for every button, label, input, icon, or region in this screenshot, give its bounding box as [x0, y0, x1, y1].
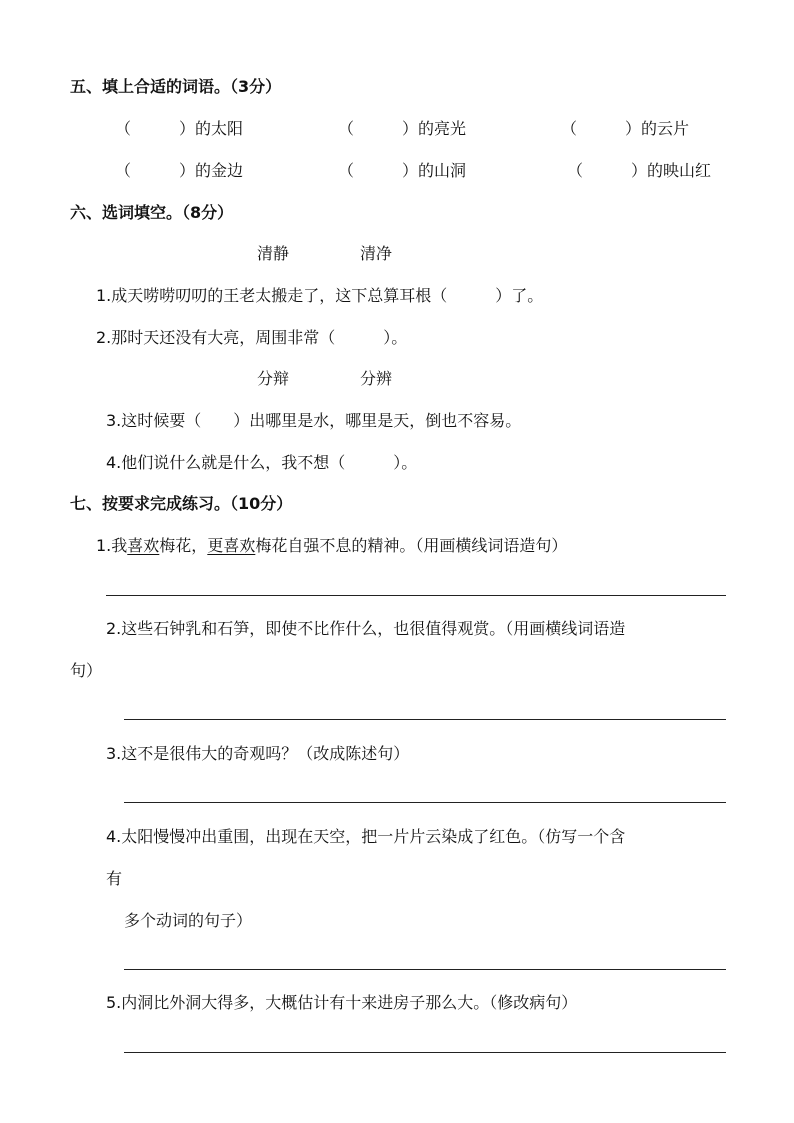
- question-7-2-continued: 句）: [70, 661, 103, 680]
- question-6-1: 1.成天唠唠叨叨的王老太搬走了，这下总算耳根（ ）了。: [96, 286, 544, 305]
- question-text: 梅花自强不息的精神。（用画横线词语造句）: [255, 536, 568, 555]
- underlined-word: 喜欢: [127, 536, 160, 555]
- fill-blank-item: （ ）的太阳: [115, 119, 244, 138]
- word-choice: 分辩: [257, 369, 290, 388]
- section5-title: 五、填上合适的词语。（3分）: [70, 77, 282, 96]
- word-choice: 清净: [360, 244, 393, 263]
- fill-blank-item: （ ）的金边: [115, 161, 244, 180]
- answer-line[interactable]: [106, 595, 726, 596]
- question-7-3: 3.这不是很伟大的奇观吗？（改成陈述句）: [106, 744, 410, 763]
- word-choice: 分辨: [360, 369, 393, 388]
- fill-blank-item: （ ）的云片: [561, 119, 690, 138]
- question-7-4-continued: 多个动词的句子）: [124, 911, 253, 930]
- question-6-4: 4.他们说什么就是什么，我不想（ ）。: [106, 453, 418, 472]
- underlined-word: 更喜欢: [207, 536, 256, 555]
- section7-title: 七、按要求完成练习。（10分）: [70, 494, 293, 513]
- question-7-2: 2.这些石钟乳和石笋，即使不比作什么，也很值得观赏。（用画横线词语造: [106, 619, 626, 638]
- answer-line[interactable]: [124, 802, 726, 803]
- question-text: 1.我: [96, 536, 128, 555]
- question-7-1: [96, 536, 567, 556]
- answer-line[interactable]: [124, 719, 726, 720]
- answer-line[interactable]: [124, 969, 726, 970]
- question-text: 梅花，: [159, 536, 208, 555]
- question-7-4: 4.太阳慢慢冲出重围，出现在天空，把一片片云染成了红色。（仿写一个含: [106, 827, 626, 846]
- question-7-5: 5.内洞比外洞大得多，大概估计有十来进房子那么大。（修改病句）: [106, 993, 578, 1012]
- fill-blank-item: （ ）的山洞: [338, 161, 467, 180]
- fill-blank-item: （ ）的亮光: [338, 119, 467, 138]
- word-choice: 清静: [257, 244, 290, 263]
- question-7-4-continued: 有: [106, 869, 123, 888]
- question-6-2: 2.那时天还没有大亮，周围非常（ ）。: [96, 328, 408, 347]
- question-6-3: 3.这时候要（ ）出哪里是水，哪里是天，倒也不容易。: [106, 411, 522, 430]
- fill-blank-item: （ ）的映山红: [567, 161, 712, 180]
- section6-title: 六、选词填空。（8分）: [70, 203, 234, 222]
- answer-line[interactable]: [124, 1052, 726, 1053]
